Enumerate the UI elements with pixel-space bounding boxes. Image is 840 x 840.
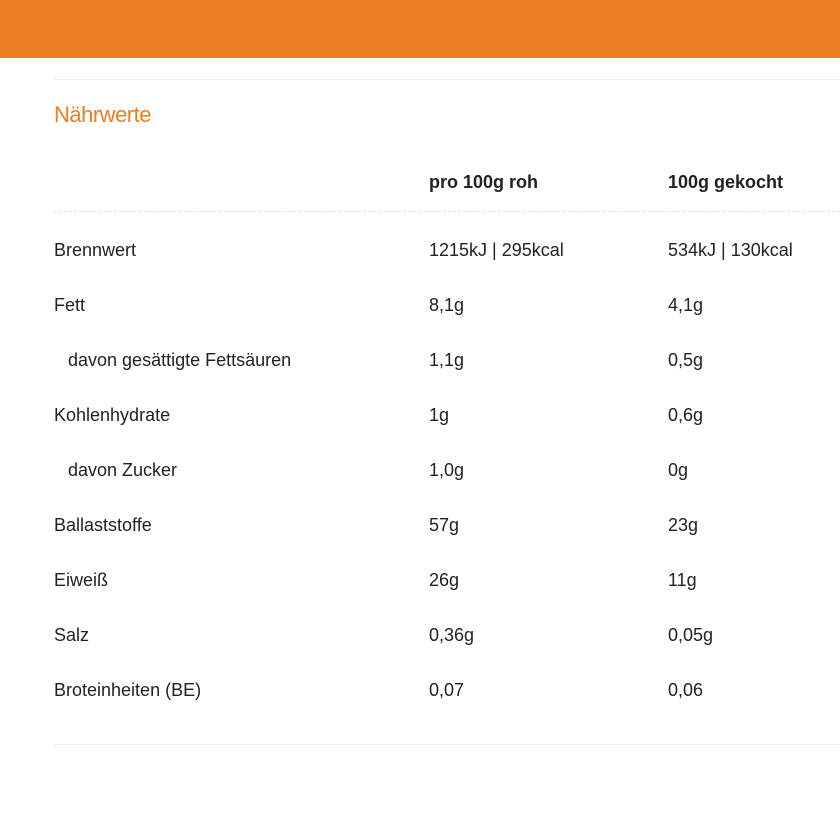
table-row <box>54 552 840 645</box>
nutrition-table <box>54 155 840 700</box>
value-cooked: 0,6g <box>668 405 704 425</box>
divider-top <box>54 79 840 80</box>
value-raw: 0,07 <box>429 680 465 700</box>
table-row <box>54 222 840 315</box>
top-banner <box>0 0 840 58</box>
nutrient-label: Broteinheiten (BE) <box>54 680 202 700</box>
table-row <box>54 277 840 370</box>
nutrient-label: davon gesättigte Fettsäuren <box>68 350 292 370</box>
nutrient-label: Ballaststoffe <box>54 515 152 535</box>
table-body <box>54 167 840 700</box>
nutrient-label: Salz <box>54 625 90 645</box>
value-cooked: 0,06 <box>668 680 704 700</box>
nutrient-label: Brennwert <box>54 240 137 260</box>
column-header-raw: pro 100g roh <box>429 172 539 192</box>
value-cooked: 0,5g <box>668 350 704 370</box>
value-cooked: 534kJ | 130kcal <box>668 240 793 260</box>
value-raw: 57g <box>429 515 460 535</box>
value-raw: 1215kJ | 295kcal <box>429 240 564 260</box>
value-cooked: 11g <box>668 570 697 590</box>
value-raw: 0,36g <box>429 625 475 645</box>
value-raw: 8,1g <box>429 295 465 315</box>
table-row <box>54 497 840 590</box>
column-header-cooked: 100g gekocht <box>668 172 784 192</box>
nutrient-label: Eiweiß <box>54 570 109 590</box>
nutrient-label: Fett <box>54 295 86 315</box>
value-cooked: 4,1g <box>668 295 704 315</box>
nutrient-label: Kohlenhydrate <box>54 405 171 425</box>
table-row <box>54 167 840 260</box>
table-row <box>54 607 840 700</box>
nutrient-label: davon Zucker <box>68 460 178 480</box>
table-row <box>54 442 840 535</box>
value-cooked: 0,05g <box>668 625 714 645</box>
section-title: Nährwerte <box>54 102 151 127</box>
value-raw: 1g <box>429 405 450 425</box>
value-cooked: 0g <box>668 460 689 480</box>
divider-bottom <box>54 744 840 745</box>
value-raw: 1,1g <box>429 350 465 370</box>
table-row <box>54 387 840 480</box>
table-row <box>54 332 840 425</box>
value-raw: 1,0g <box>429 460 465 480</box>
value-raw: 26g <box>429 570 460 590</box>
value-cooked: 23g <box>668 515 699 535</box>
